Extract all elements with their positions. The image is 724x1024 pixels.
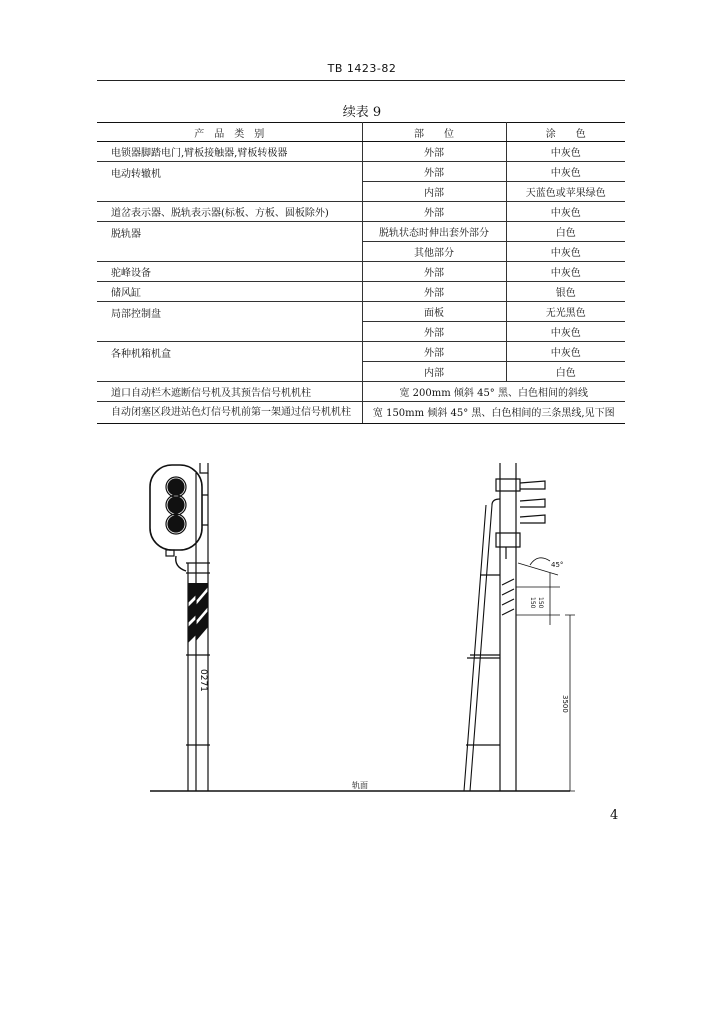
- cell-part: 脱轨状态时伸出套外部分: [362, 222, 506, 242]
- cell-color: 中灰色: [506, 162, 625, 182]
- cell-color-spec: 宽 200mm 倾斜 45° 黑、白色相间的斜线: [362, 382, 625, 402]
- angle-label: 45°: [551, 561, 564, 569]
- cell-part: 外部: [362, 342, 506, 362]
- page-number: 4: [610, 808, 619, 823]
- semaphore-signal-drawing: [464, 463, 545, 791]
- cell-color: 白色: [506, 222, 625, 242]
- table-row: [97, 302, 625, 322]
- cell-color: 天蓝色或苹果绿色: [506, 182, 625, 202]
- table-row: [97, 262, 625, 282]
- table-row: [97, 382, 625, 402]
- signal-post-figure: [130, 455, 600, 805]
- cell-category: 局部控制盘: [97, 302, 362, 342]
- cell-category: 道岔表示器、脱轨表示器(标板、方板、圆板除外): [97, 202, 362, 222]
- cell-category: 各种机箱机盒: [97, 342, 362, 382]
- cell-color: 中灰色: [506, 202, 625, 222]
- table-row: [97, 402, 625, 424]
- table-row: [97, 202, 625, 222]
- cell-category: 自动闭塞区段进站色灯信号机前第一架通过信号机机柱: [97, 402, 362, 424]
- paint-color-table: [97, 122, 625, 424]
- stripe-dimension-label: 150: [529, 597, 536, 609]
- cell-category: 储风缸: [97, 282, 362, 302]
- cell-part: 外部: [362, 202, 506, 222]
- cell-part: 外部: [362, 142, 506, 162]
- col-header-part: 部 位: [362, 123, 506, 142]
- cell-color: 中灰色: [506, 242, 625, 262]
- cell-part: 外部: [362, 322, 506, 342]
- cell-part: 其他部分: [362, 242, 506, 262]
- cell-color: 白色: [506, 362, 625, 382]
- cell-part: 外部: [362, 262, 506, 282]
- cell-category: 电动转辙机: [97, 162, 362, 202]
- table-row: [97, 282, 625, 302]
- cell-color: 中灰色: [506, 322, 625, 342]
- cell-category: 道口自动栏木遮断信号机及其预告信号机机柱: [97, 382, 362, 402]
- cell-color-spec: 宽 150mm 倾斜 45° 黑、白色相间的三条黑线,见下图: [362, 402, 625, 424]
- col-header-category: 产 品 类 别: [97, 123, 362, 142]
- height-dimension-label: 3500: [561, 695, 569, 713]
- table-title: 续表 9: [342, 105, 382, 120]
- cell-color: 无光黑色: [506, 302, 625, 322]
- table-row: [97, 342, 625, 362]
- dimension-lines: [516, 558, 575, 791]
- cell-color: 中灰色: [506, 142, 625, 162]
- cell-color: 中灰色: [506, 262, 625, 282]
- header-rule: [97, 80, 625, 81]
- black-stripes-left: [188, 583, 208, 643]
- cell-color: 中灰色: [506, 342, 625, 362]
- cell-part: 外部: [362, 282, 506, 302]
- cell-part: 内部: [362, 182, 506, 202]
- stripe-dimension-label: 150: [537, 597, 544, 609]
- table-row: [97, 222, 625, 242]
- cell-category: 驼峰设备: [97, 262, 362, 282]
- cell-part: 面板: [362, 302, 506, 322]
- table-row: [97, 142, 625, 162]
- cell-part: 外部: [362, 162, 506, 182]
- cell-category: 脱轨器: [97, 222, 362, 262]
- table-row: [97, 162, 625, 182]
- col-header-color: 涂 色: [506, 123, 625, 142]
- standard-code: TB 1423-82: [327, 62, 397, 75]
- table-header-row: [97, 123, 625, 142]
- rail-surface-label: 轨面: [352, 781, 368, 790]
- cell-category: 电锁器脚踏电门,臂板接触器,臂板转极器: [97, 142, 362, 162]
- post-number: 0271: [198, 669, 208, 692]
- cell-part: 内部: [362, 362, 506, 382]
- cell-color: 银色: [506, 282, 625, 302]
